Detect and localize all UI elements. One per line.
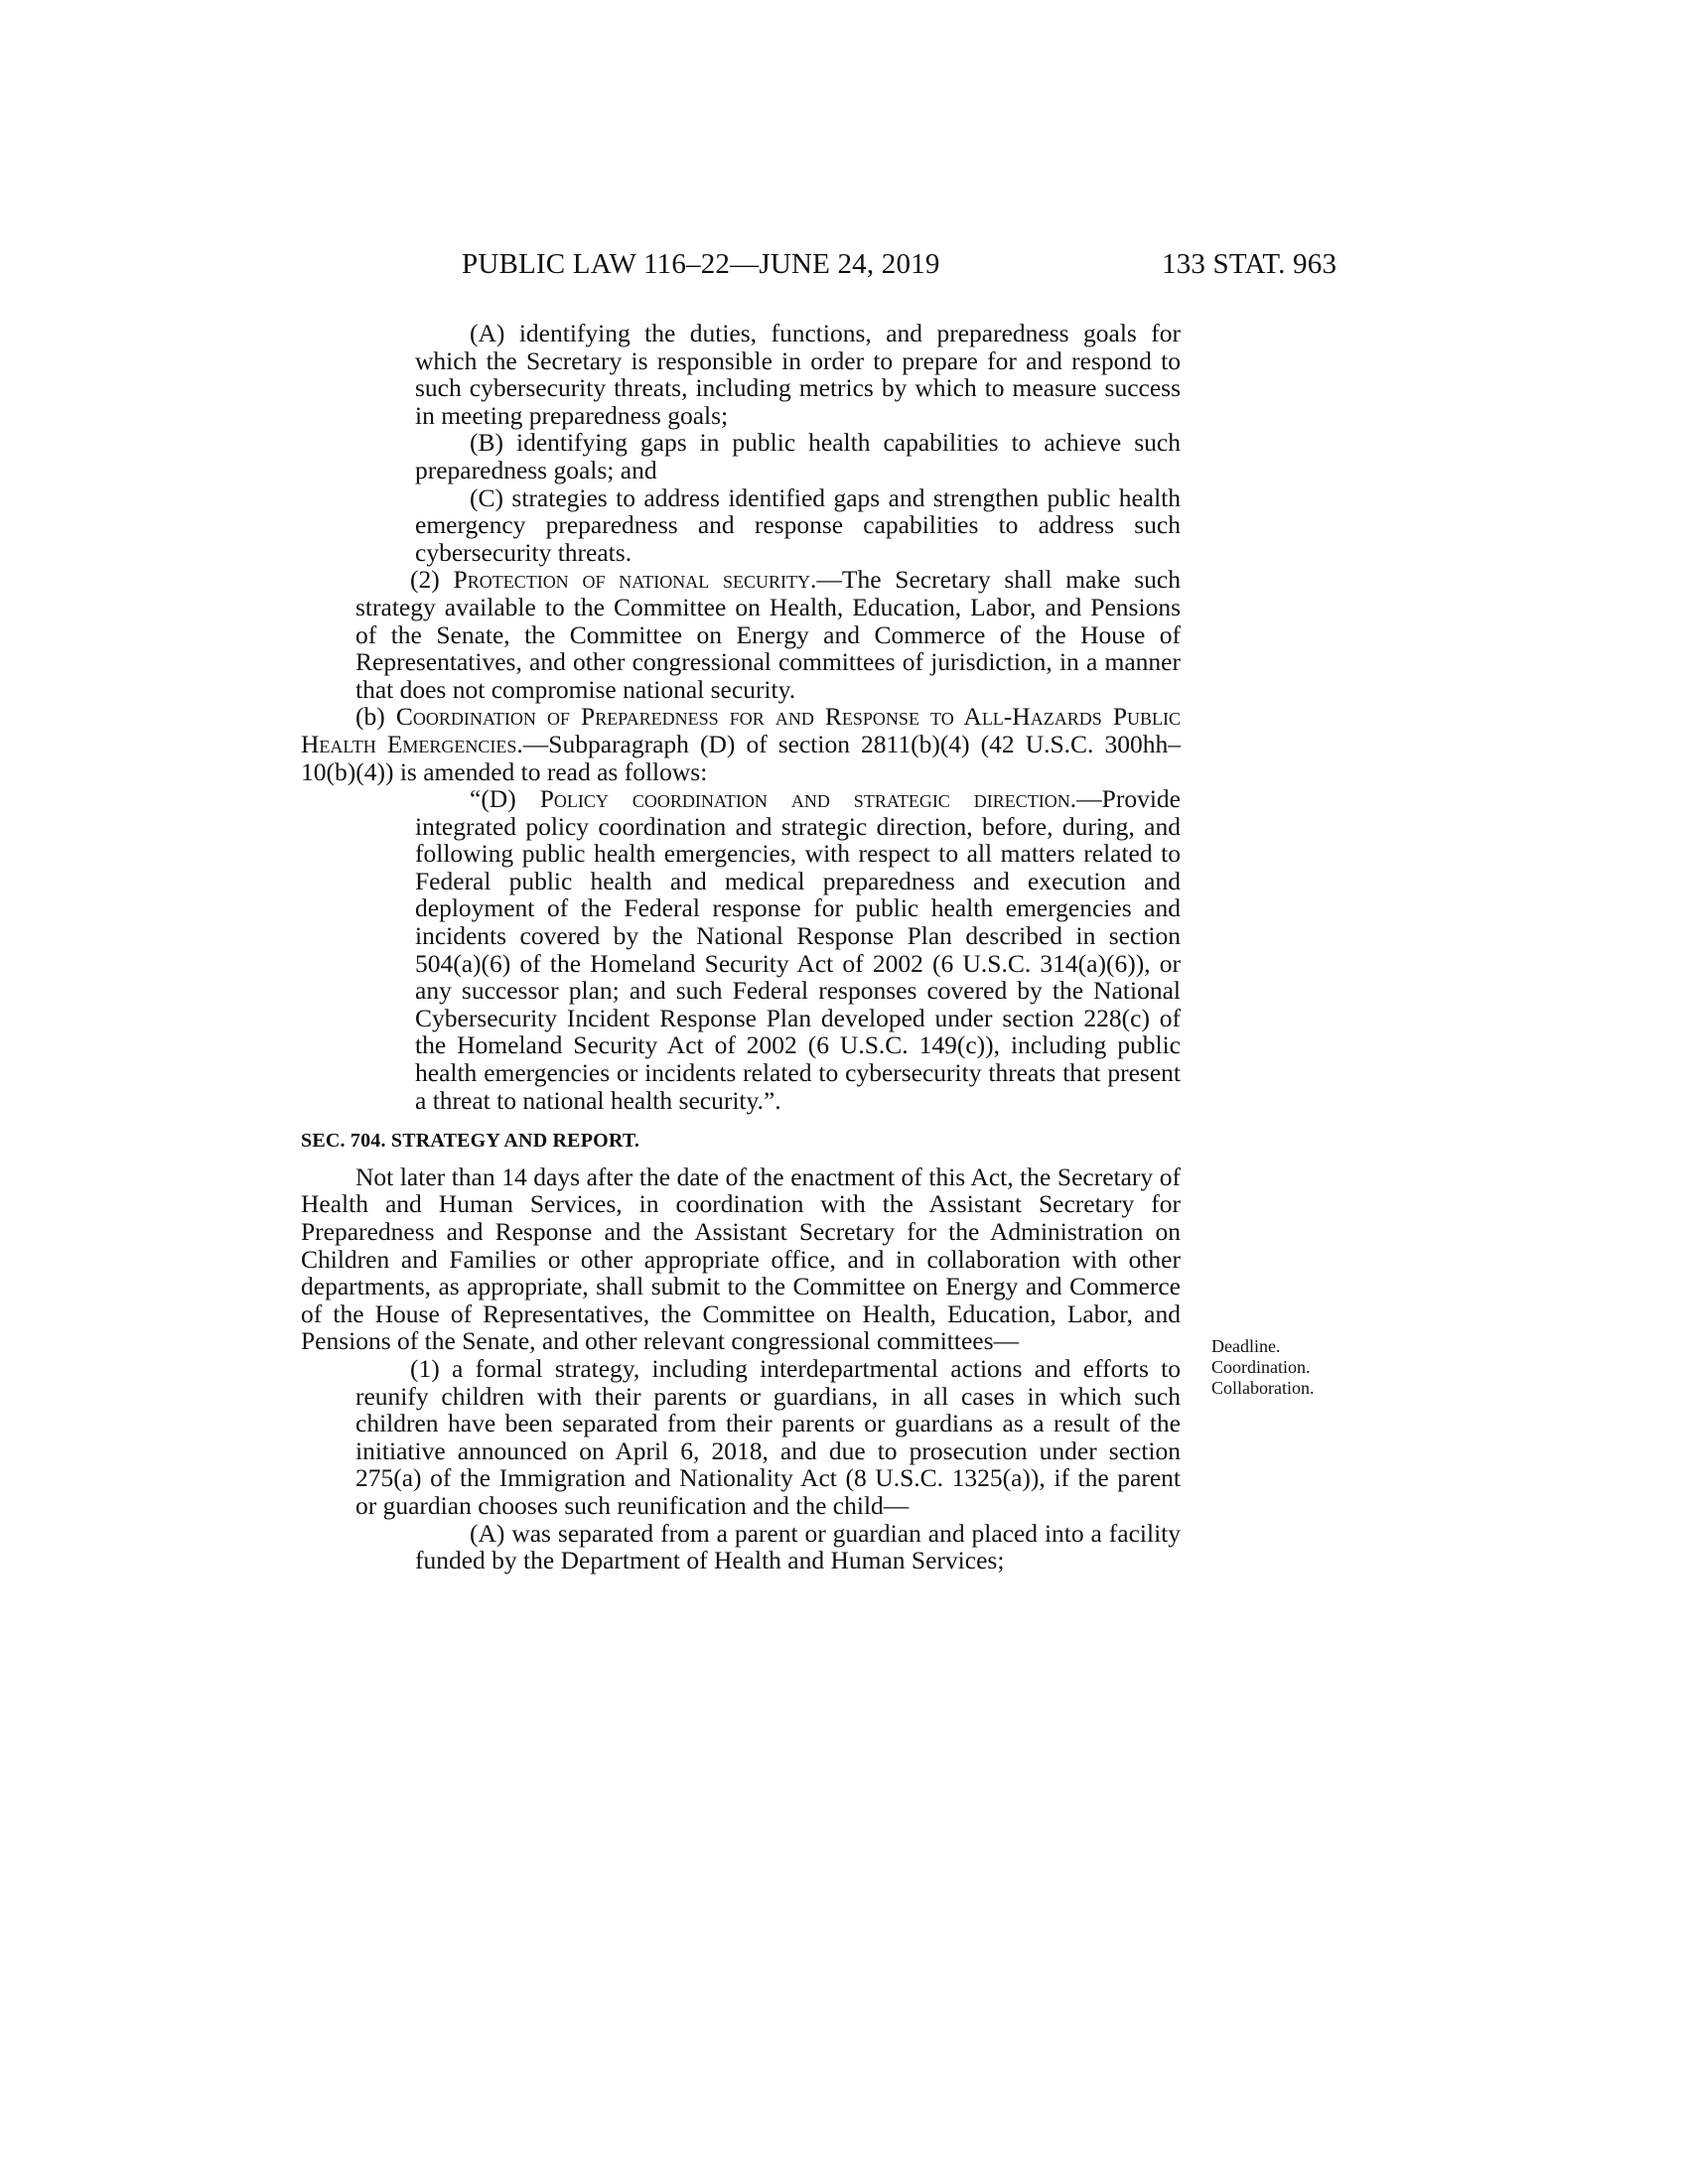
document-body [301, 320, 1181, 1574]
margin-notes [1211, 1336, 1360, 1399]
paragraph-text: .—Provide integrated policy coordination and strategic direction, before, during, and following public health emergencies, with respect to all matters related to Federal public health and medical preparedness and execution and deployment of the Federal response for public health emergencies and incidents covered by the National Response Plan described in section 504(a)(6) of the Homeland Security Act of 2002 (6 U.S.C. 314(a)(6)), or any successor plan; and such Federal responses covered by the National Cybersecurity Incident Response Plan developed under section 228(c) of the Homeland Security Act of 2002 (6 U.S.C. 149(c)), including public health emergencies or incidents related to cybersecurity threats that present a threat to national health security.”. [415, 784, 1181, 1115]
page-header [0, 248, 1688, 288]
paragraph-heading: Policy coordination and strategic direction [539, 784, 1070, 814]
paragraph-2-protection-national-security [301, 566, 1181, 703]
page-number: 133 STAT. 963 [1162, 248, 1337, 280]
paragraph-a-identifying-duties: (A) identifying the duties, functions, and preparedness goals for which the Secretary is responsible in order to prepare for and respond to such cybersecurity threats, including metrics by which to measure success in meeting preparedness goals; [415, 319, 1181, 430]
paragraph-number: (2) [410, 565, 454, 595]
subsection-b-coordination [301, 703, 1181, 785]
margin-note-item: Coordination. [1211, 1357, 1311, 1377]
subsection-heading: Coordination of Preparedness for and Response to All-Hazards Public Health Emergencies [301, 702, 1182, 758]
section-heading: SEC. 704. STRATEGY AND REPORT. [301, 1130, 640, 1153]
paragraph-text: .—Subparagraph (D) of section 2811(b)(4) (42 U.S.C. 300hh–10(b)(4)) is amended to read as follows: [301, 729, 1182, 786]
section-704-intro: Not later than 14 days after the date of the enactment of this Act, the Secretary of Health and Human Services, in coordination with the Assistant Secretary for Preparedness and Response and the Assistant Secretary for the Administration on Children and Families or other appropriate office, and in collaboration with other departments, as appropriate, shall submit to the Committee on Energy and Commerce of the House of Representatives, the Committee on Health, Education, Labor, and Pensions of the Senate, and other relevant congressional committees— [301, 1161, 1181, 1356]
paragraph-number: (b) [355, 702, 396, 732]
paragraph-heading: Protection of national security [453, 565, 810, 595]
paragraph-a-separated: (A) was separated from a parent or guardian and placed into a facility funded by the Department of Health and Human Services; [415, 1518, 1181, 1575]
paragraph-c-strategies: (C) strategies to address identified gaps and strengthen public health emergency preparedness and response capabilities to address such cybersecurity threats. [415, 482, 1181, 567]
paragraph-text: .—The Secretary shall make such strategy available to the Committee on Health, Education, Labor, and Pensions of the Senate, the Committee on Energy and Commerce of the House of Representatives, and other congressional committees of jurisdiction, in a manner that does not compromise national security. [355, 565, 1182, 704]
margin-note-item: Deadline. [1211, 1336, 1281, 1356]
margin-note-item: Collaboration. [1211, 1378, 1315, 1398]
paragraph-number: “(D) [470, 784, 540, 814]
quoted-subparagraph-d [301, 785, 1181, 1114]
paragraph-b-identifying-gaps: (B) identifying gaps in public health capabilities to achieve such preparedness goals; and [415, 428, 1181, 484]
paragraph-1-formal-strategy: (1) a formal strategy, including interdepartmental actions and efforts to reunify children with their parents or guardians, in all cases in which such children have been separated from their parents or guardians as a result of the initiative announced on April 6, 2018, and due to prosecution under section 275(a) of the Immigration and Nationality Act (8 U.S.C. 1325(a)), if the parent or guardian chooses such reunification and the child— [355, 1353, 1181, 1520]
running-title: PUBLIC LAW 116–22—JUNE 24, 2019 [462, 248, 940, 280]
